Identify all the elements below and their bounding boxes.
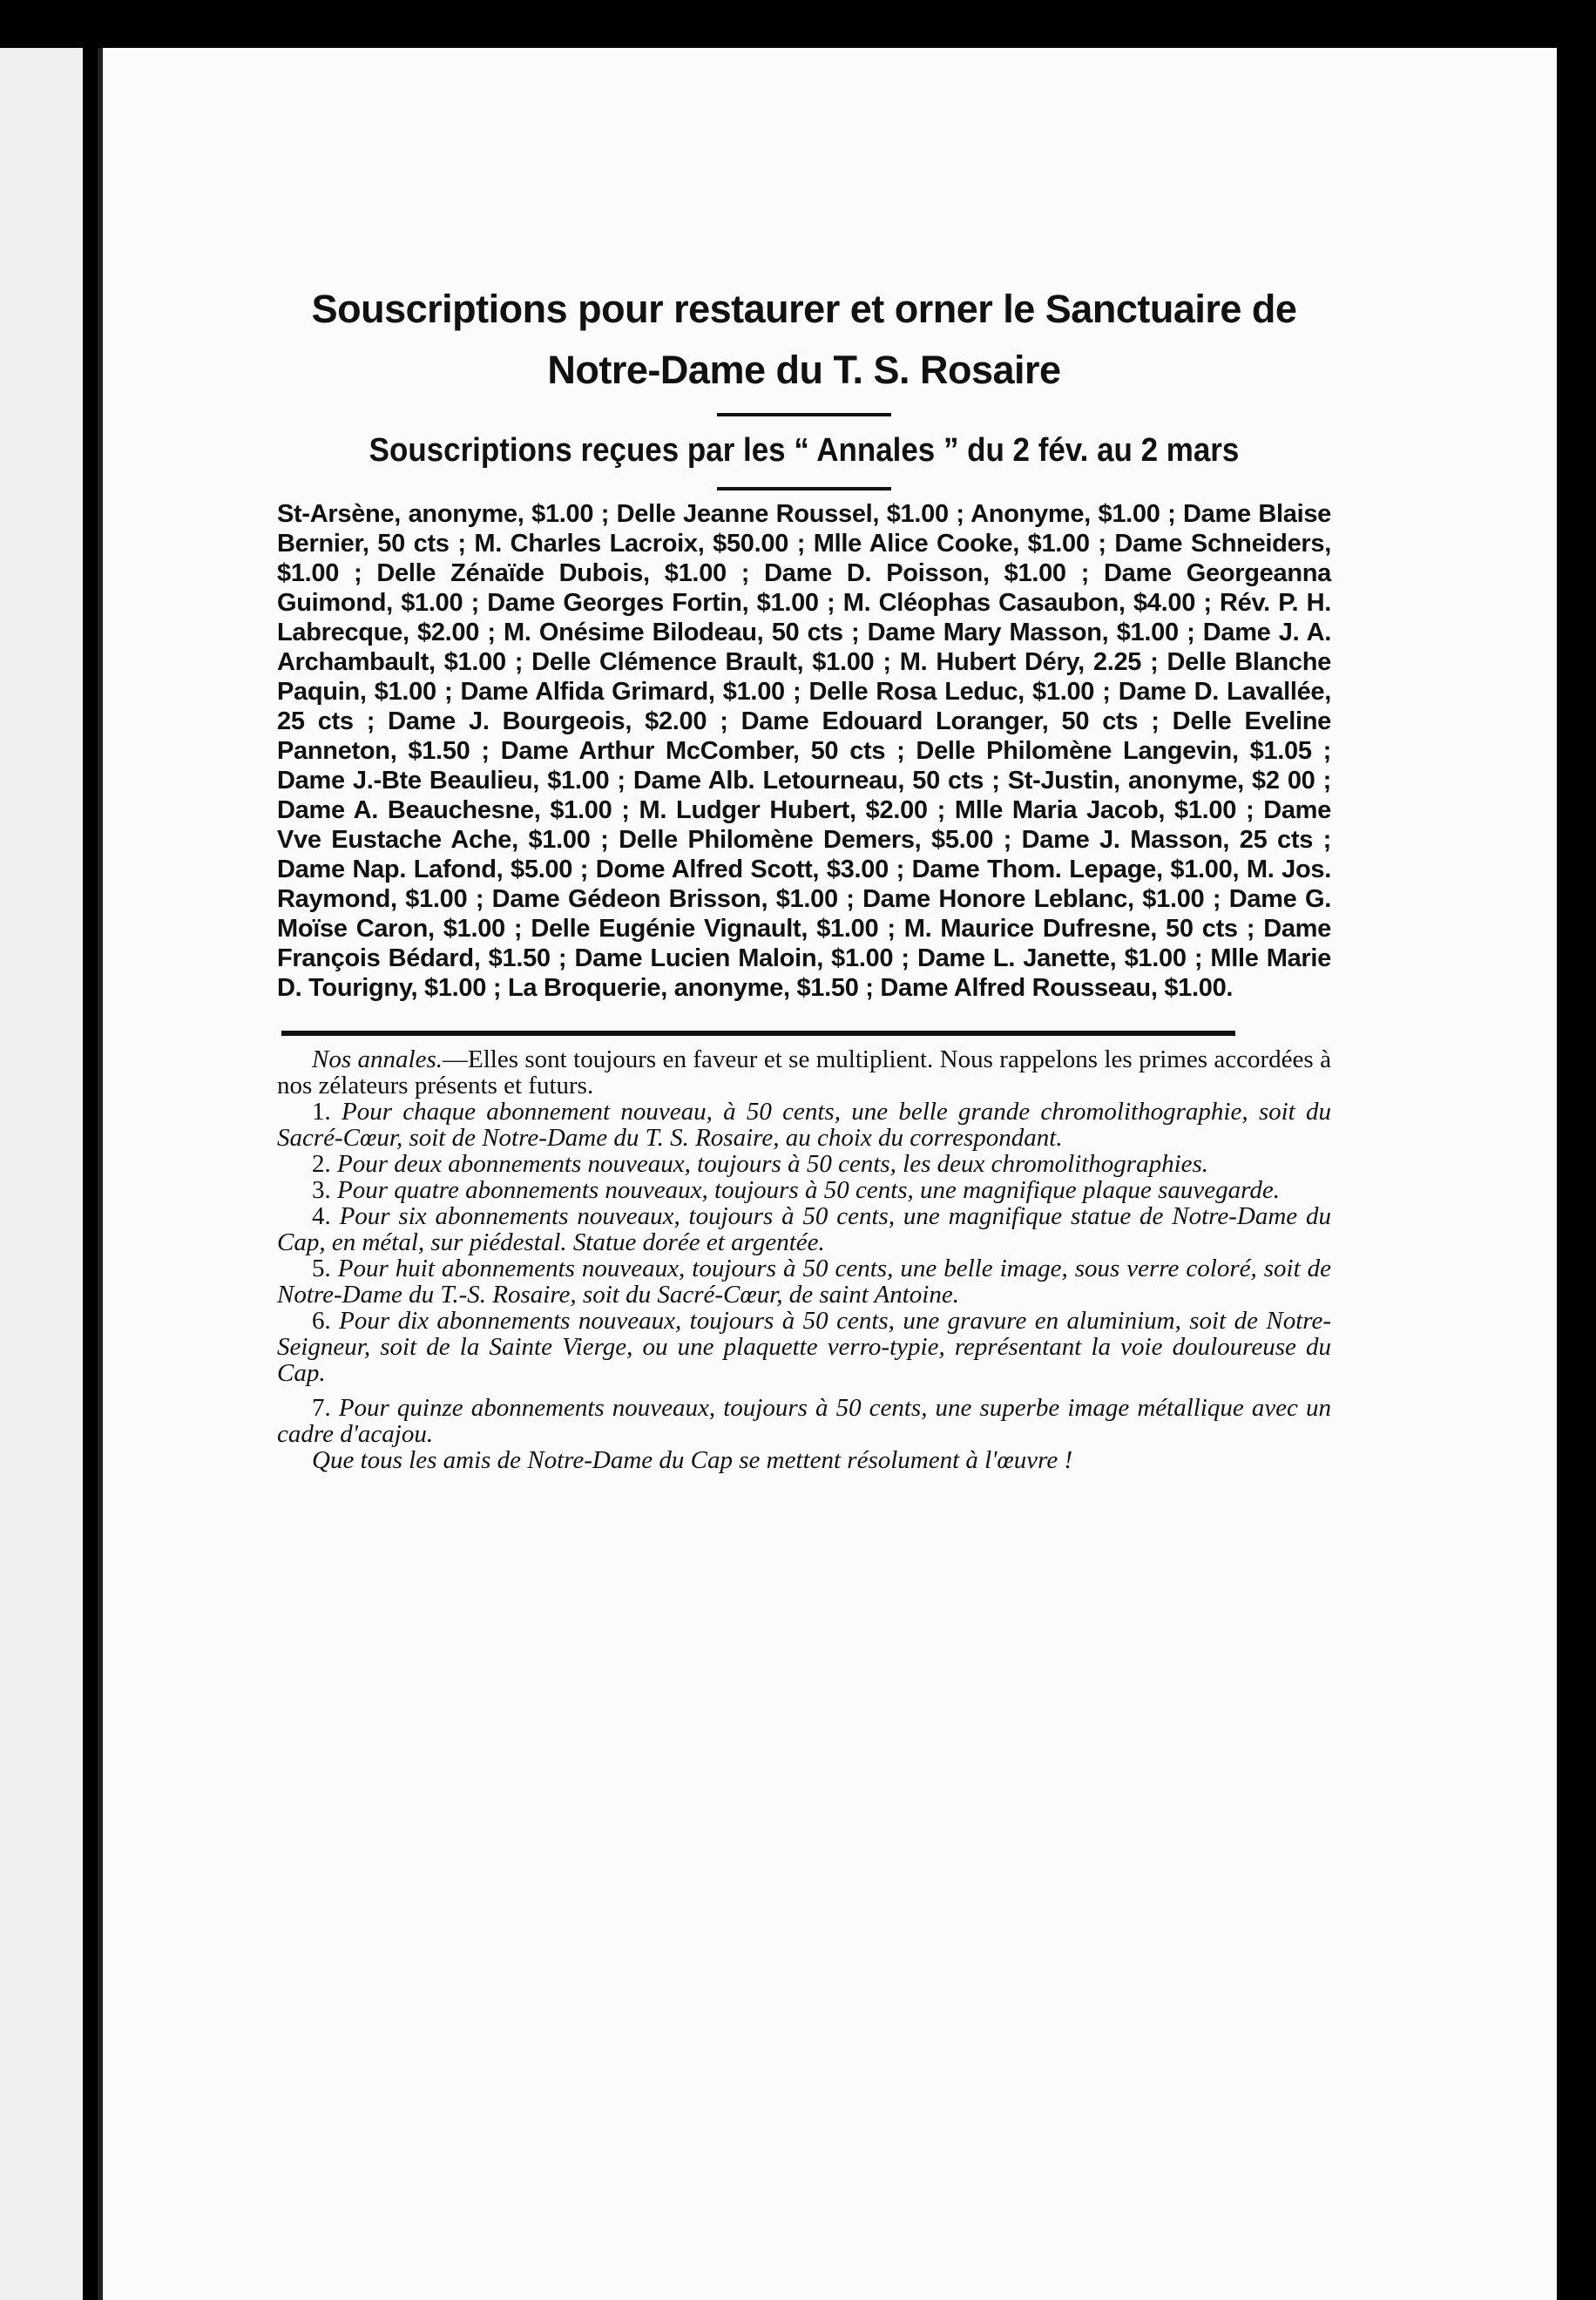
prime-item [277, 1099, 1331, 1151]
section-divider [281, 1031, 1235, 1036]
title-rule [717, 413, 891, 416]
subtitle: Souscriptions reçues par les “ Annales ” du 2 fév. au 2 mars [369, 432, 1240, 469]
prime-text: Pour quinze abonnements nouveaux, toujours à 50 cents, une superbe image métallique avec un cadre d'acajou. [277, 1394, 1332, 1448]
prime-text: Pour huit abonnements nouveaux, toujours à 50 cents, une belle image, sous verre coloré, soit de Notre-Dame du T.-S. Rosaire, soit du Sacré-Cœur, de saint Antoine. [277, 1255, 1332, 1309]
prime-number: 2. [312, 1150, 331, 1178]
prime-item [277, 1255, 1331, 1308]
prime-text: Pour dix abonnements nouveaux, toujours à 50 cents, une gravure en aluminium, soit de Notre-Seigneur, soit de la Sainte Vierge, ou une plaquette verro-typie, représentant la voie douloureuse du Cap. [277, 1307, 1332, 1387]
prime-item [277, 1308, 1331, 1386]
page-title [277, 279, 1331, 401]
annales-lead [277, 1046, 1331, 1099]
prime-number: 3. [312, 1176, 331, 1204]
subscription-list: St-Arsène, anonyme, $1.00 ; Delle Jeanne Roussel, $1.00 ; Anonyme, $1.00 ; Dame Blaise Bernier, 50 cts ; M. Charles Lacroix, $50.00 ; Mlle Alice Cooke, $1.00 ; Dame Schneiders, $1.00 ; Delle Zénaïde Dubois, $1.00 ; Dame D. Poisson, $1.00 ; Dame Georgeanna Guimond, $1.00 ; Dame Georges Fortin, $1.00 ; M. Cléophas Casaubon, $4.00 ; Rév. P. H. Labrecque, $2.00 ; M. Onésime Bilodeau, 50 cts ; Dame Mary Masson, $1.00 ; Dame J. A. Archambault, $1.00 ; Delle Clémence Brault, $1.00 ; M. Hubert Déry, 2.25 ; Delle Blanche Paquin, $1.00 ; Dame Alfida Grimard, $1.00 ; Delle Rosa Leduc, $1.00 ; Dame D. Lavallée, 25 cts ; Dame J. Bourgeois, $2.00 ; Dame Edouard Loranger, 50 cts ; Delle Eveline Panneton, $1.50 ; Dame Arthur McComber, 50 cts ; Delle Philomène Langevin, $1.05 ; Dame J.-Bte Beaulieu, $1.00 ; Dame Alb. Letourneau, 50 cts ; St-Justin, anonyme, $2 00 ; Dame A. Beauchesne, $1.00 ; M. Ludger Hubert, $2.00 ; Mlle Maria Jacob, $1.00 ; Dame Vve Eustache Ache, $1.00 ; Delle Philomène Demers, $5.00 ; Dame J. Masson, 25 cts ; Dame Nap. Lafond, $5.00 ; Dome Alfred Scott, $3.00 ; Dame Thom. Lepage, $1.00, M. Jos. Raymond, $1.00 ; Dame Gédeon Brisson, $1.00 ; Dame Honore Leblanc, $1.00 ; Dame G. Moïse Caron, $1.00 ; Delle Eugénie Vignault, $1.00 ; M. Maurice Dufresne, 50 cts ; Dame François Bédard, $1.50 ; Dame Lucien Maloin, $1.00 ; Dame L. Janette, $1.00 ; Mlle Marie D. Tourigny, $1.00 ; La Broquerie, anonyme, $1.50 ; Dame Alfred Rousseau, $1.00. [277, 500, 1331, 1002]
subtitle-rule [717, 487, 891, 490]
annales-lead-title: Nos annales. [312, 1045, 443, 1073]
prime-text: Pour six abonnements nouveaux, toujours à 50 cents, une magnifique statue de Notre-Dame du Cap, en métal, sur piédestal. Statue dorée et argentée. [277, 1202, 1332, 1256]
title-line-2: Notre-Dame du T. S. Rosaire [547, 348, 1061, 392]
closing-exhortation: Que tous les amis de Notre-Dame du Cap se mettent résolument à l'œuvre ! [312, 1446, 1073, 1474]
prime-number: 4. [312, 1202, 331, 1230]
prime-number: 6. [312, 1307, 331, 1335]
previous-page-edge [0, 48, 83, 2300]
page-content [277, 279, 1331, 1473]
title-line-1: Souscriptions pour restaurer et orner le Sanctuaire de [311, 287, 1297, 331]
prime-number: 7. [312, 1394, 331, 1422]
annales-section [277, 1046, 1331, 1473]
page [98, 48, 1557, 2300]
prime-item [277, 1151, 1331, 1177]
prime-text: Pour chaque abonnement nouveau, à 50 cents, une belle grande chromolithographie, soit du Sacré-Cœur, soit de Notre-Dame du T. S. Rosaire, au choix du correspondant. [277, 1098, 1332, 1152]
prime-number: 5. [312, 1255, 331, 1282]
prime-number: 1. [312, 1098, 331, 1126]
prime-item [277, 1203, 1331, 1255]
prime-text: Pour quatre abonnements nouveaux, toujours à 50 cents, une magnifique plaque sauvegarde. [337, 1176, 1280, 1204]
prime-item [277, 1395, 1331, 1447]
prime-item [277, 1177, 1331, 1203]
annales-lead-text: —Elles sont toujours en faveur et se multiplient. Nous rappelons les primes accordées à nos zélateurs présents et futurs. [277, 1045, 1331, 1099]
prime-text: Pour deux abonnements nouveaux, toujours à 50 cents, les deux chromolithographies. [337, 1150, 1209, 1178]
